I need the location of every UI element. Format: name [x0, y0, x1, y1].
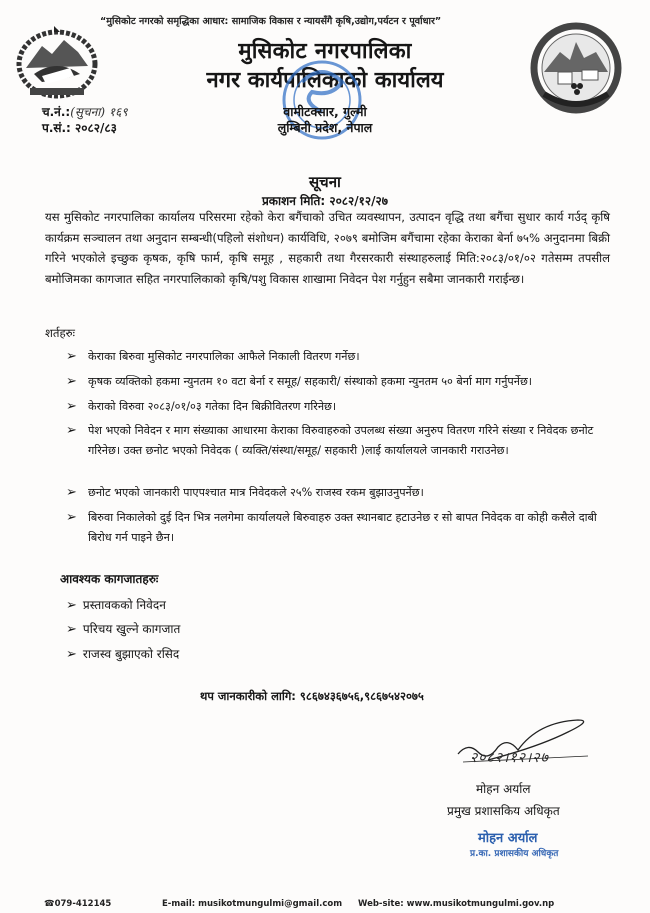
document-item — [66, 645, 179, 662]
arrow-bullet-icon: ➢ — [66, 598, 77, 613]
document-item — [66, 620, 180, 637]
term-text: छनोट भएको जानकारी पाएपश्चात मात्र निवेदकले २५% राजस्व रकम बुझाउनुपर्नेछ। — [88, 486, 424, 499]
footer-website: Web-site: www.musikotmungulmi.gov.np — [358, 899, 555, 909]
office-name: मुसिकोट नगरपालिका — [238, 39, 412, 64]
signer-name: मोहन अर्याल — [476, 782, 531, 796]
term-item — [66, 508, 606, 548]
document-item — [66, 596, 166, 613]
patra-sankhya — [42, 119, 117, 136]
term-item — [66, 483, 606, 503]
arrow-bullet-icon: ➢ — [66, 647, 77, 662]
arrow-bullet-icon: ➢ — [66, 485, 77, 500]
arrow-bullet-icon: ➢ — [66, 349, 77, 364]
publication-date: प्रकाशन मिति: २०८२/१२/२७ — [261, 194, 389, 208]
arrow-bullet-icon: ➢ — [66, 622, 77, 637]
signer-designation: प्रमुख प्रशासकिय अधिकृत — [447, 804, 560, 818]
signature-date: २०८२।१२।२७ — [470, 750, 549, 766]
documents-heading: आवश्यक कागजातहरुः — [60, 572, 159, 586]
address-line2: लुम्बिनी प्रदेश, नेपाल — [277, 120, 373, 135]
chalani-label: च.नं.: — [42, 105, 71, 119]
term-item — [66, 347, 606, 367]
patra-value: २०८२/८३ — [75, 121, 117, 135]
chalani-value: (सुचना) १६९ — [70, 105, 128, 119]
contact-numbers: थप जानकारीको लागि: ९८६७४३६७५६,९८६७५४२०७५ — [200, 689, 424, 703]
arrow-bullet-icon: ➢ — [66, 399, 77, 414]
arrow-bullet-icon: ➢ — [66, 374, 77, 389]
motto: “मुसिकोट नगरको समृद्धिका आधार: सामाजिक विकास र न्यायसँगै कृषि,उद्योग,पर्यटन र पूर्वाधार” — [100, 16, 442, 27]
term-item — [66, 397, 606, 417]
term-text: कृषक व्यक्तिको हकमा न्युनतम १० वटा बेर्ना र समूह/ सहकारी/ संस्थाको हकमा न्युनतम ५० बेर्ना माग गर्नुपर्नेछ। — [88, 375, 533, 388]
term-item — [66, 421, 606, 461]
seal-designation: प्र.का. प्रशासकीय अधिकृत — [470, 849, 559, 859]
notice-title: सूचना — [309, 173, 341, 191]
term-text: बिरुवा निकालेको दुई दिन भित्र नलगेमा कार्यालयले बिरुवाहरु उक्त स्थानबाट हटाउनेछ र सो बापत निवेदक वा कोही कसैले दाबी बिरोध गर्न पाइने छैन। — [88, 511, 597, 544]
document-text: परिचय खुल्ने कागजात — [82, 622, 181, 636]
notice-body: यस मुसिकोट नगरपालिका कार्यालय परिसरमा रहेको केरा बगैंचाको उचित व्यवस्थापन, उत्पादन वृद्धि तथा बगैंचा सुधार कार्य गर्उद् कृषि कार्यक्रम सञ्चालन तथा अनुदान सम्बन्धी(पहिलो संशोधन) कार्यविधि, २०७९ बमोजिम बगैंचामा रहेका केराका बेर्ना ७५% अनुदानमा बिक्री गरिने भएकोले इच्छुक कृषक, कृषि फार्म, कृषि समूह , सहकारी तथा गैरसरकारी संस्थाहरुलाई मिति:२०८३/०१/०२ गतेसम्म तपसील बमोजिमका कागजात सहित नगरपालिकाको कृषि/पशु विकास शाखामा निवेदन पेश गर्नुहुन सबैमा जानकारी गराईन्छ। — [45, 210, 610, 286]
document-text: प्रस्तावकको निवेदन — [82, 598, 166, 612]
chalani-number — [42, 103, 128, 120]
term-text: केराको विरुवा २०८३/०१/०३ गतेका दिन बिक्रीवितरण गरिनेछ। — [88, 400, 337, 413]
footer-email: E-mail: musikotmungulmi@gmail.com — [162, 899, 343, 909]
term-text: केराका बिरुवा मुसिकोट नगरपालिका आफैले निकाली वितरण गर्नेछ। — [88, 350, 360, 363]
footer-phone: ☎079-412145 — [44, 899, 112, 909]
address-line1: वामीटक्सार, गुल्मी — [283, 104, 367, 119]
arrow-bullet-icon: ➢ — [66, 423, 77, 438]
patra-label: प.सं.: — [42, 121, 71, 135]
term-item — [66, 372, 606, 392]
document-text: राजस्व बुझाएको रसिद — [82, 647, 180, 661]
arrow-bullet-icon: ➢ — [66, 510, 77, 525]
office-subtitle: नगर कार्यपालिकाको कार्यालय — [206, 68, 444, 93]
seal-name: मोहन अर्याल — [478, 831, 538, 846]
terms-heading: शर्तहरुः — [45, 326, 75, 340]
term-text: पेश भएको निवेदन र माग संख्याका आधारमा केराका विरुवाहरुको उपलब्ध संख्या अनुरुप वितरण गरिने संख्या र निवेदक छनोट गरिनेछ। उक्त छनोट भएको निवेदक ( व्यक्ति/संस्था/समूह/ सहकारी )लाई कार्यालयले जानकारी गराउनेछ। — [88, 424, 594, 457]
footer — [0, 899, 650, 913]
